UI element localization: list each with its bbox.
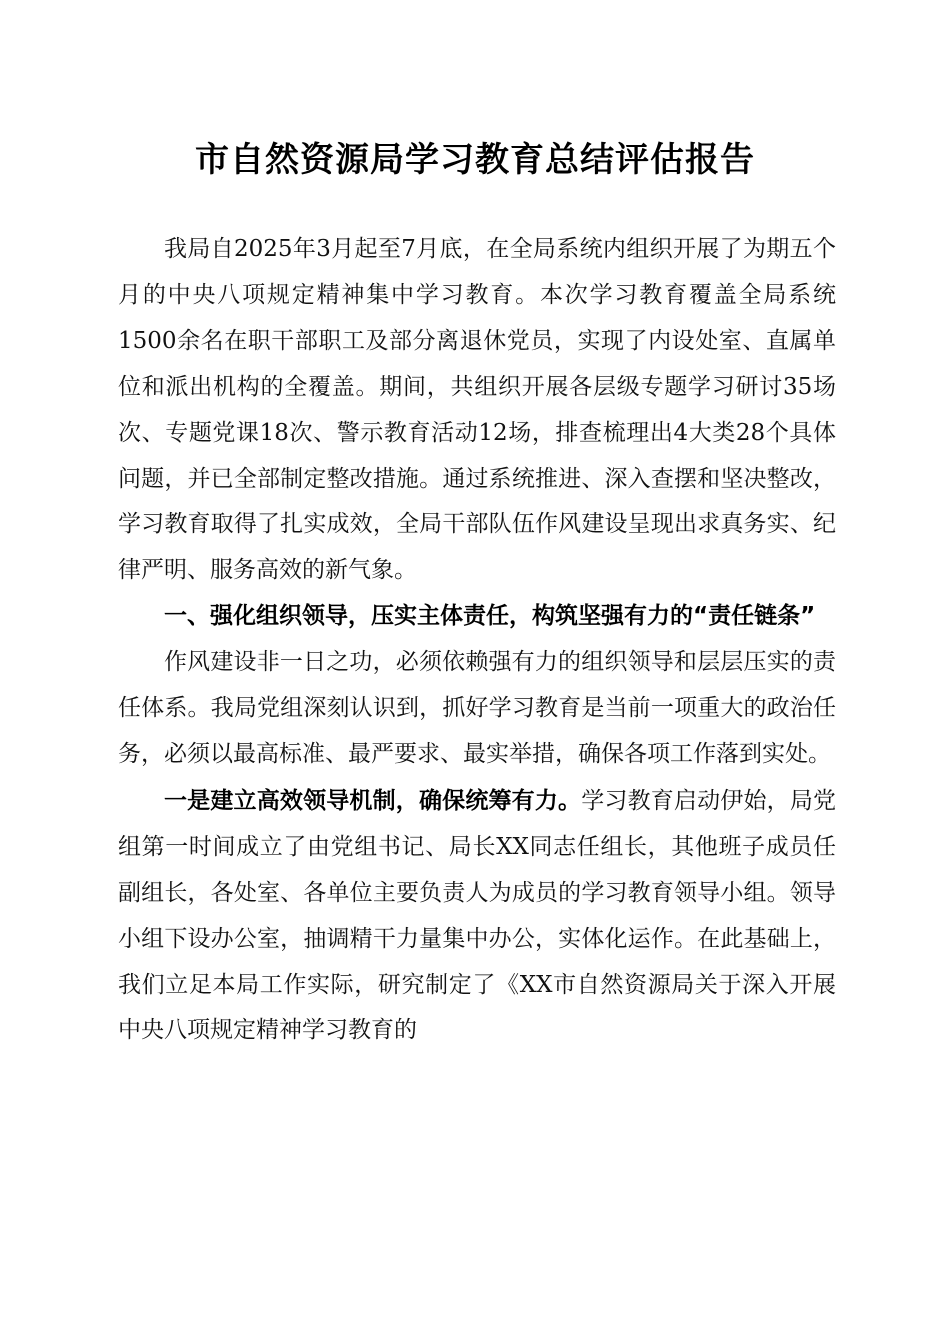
intro-paragraph: 我局自2025年3月起至7月底，在全局系统内组织开展了为期五个月的中央八项规定精神集中学习教育。本次学习教育覆盖全局系统1500余名在职干部职工及部分离退休党员，实现了内设处室、直属单位和派出机构的全覆盖。期间，共组织开展各层级专题学习研讨35场次、专题党课18次、警示教育活动12场，排查梳理出4大类28个具体问题，并已全部制定整改措施。通过系统推进、深入查摆和坚决整改，学习教育取得了扎实成效，全局干部队伍作风建设呈现出求真务实、纪律严明、服务高效的新气象。 [118,236,836,584]
point-lead-text: 一是建立高效领导机制，确保统筹有力。 [164,786,582,814]
point-paragraph [118,778,836,1054]
section-heading: 一、强化组织领导，压实主体责任，构筑坚强有力的“责任链条” [164,603,816,630]
document-body [118,227,836,1054]
point-body-text: 学习教育启动伊始，局党组第一时间成立了由党组书记、局长XX同志任组长，其他班子成员任副组长，各处室、各单位主要负责人为成员的学习教育领导小组。领导小组下设办公室，抽调精干力量集中办公，实体化运作。在此基础上，我们立足本局工作实际，研究制定了《XX市自然资源局关于深入开展中央八项规定精神学习教育的 [118,787,837,1044]
section-paragraph: 作风建设非一日之功，必须依赖强有力的组织领导和层层压实的责任体系。我局党组深刻认识到，抓好学习教育是当前一项重大的政治任务，必须以最高标准、最严要求、最实举措，确保各项工作落到实处。 [118,649,836,767]
document-title: 市自然资源局学习教育总结评估报告 [195,140,755,180]
